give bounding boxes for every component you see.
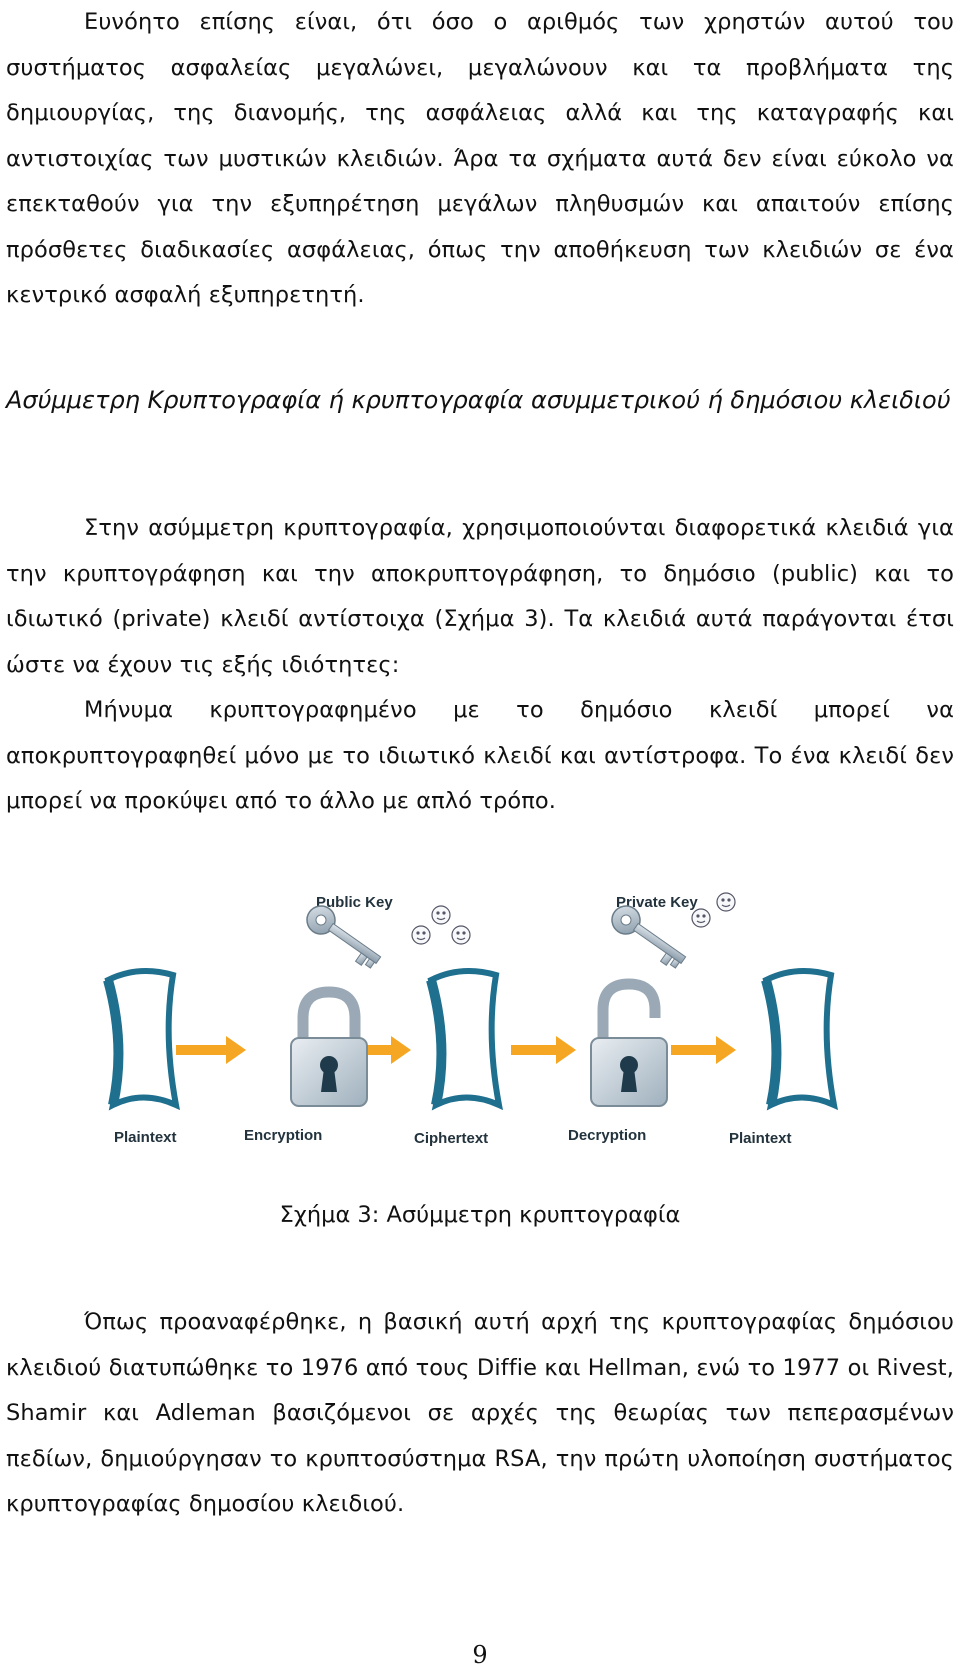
open-padlock-icon xyxy=(591,984,667,1106)
paragraph-asymmetric-intro: Στην ασύμμετρη κρυπτογραφία, χρησιμοποιούνται διαφορετικά κλειδιά για την κρυπτογράφηση και την αποκρυπτογράφηση, το δημόσιο (public) και το ιδιωτικό (private) κλειδί αντίστοιχα (Σχήμα 3). Τα κλειδιά αυτά παράγονται έτσι ώστε να έχουν τις εξής ιδιότητες: xyxy=(6,515,954,678)
paragraph-history-rsa: Όπως προαναφέρθηκε, η βασική αυτή αρχή της κρυπτογραφίας δημόσιου κλειδιού διατυπώθηκε το 1976 από τους Diffie και Hellman, ενώ το 1977 οι Rivest, Shamir και Adleman βασιζόμενοι σε αρχές της θεωρίας των πεπερασμένων πεδίων, δημιούργησαν το κρυπτοσύστημα RSA, την πρώτη υλοποίηση συστήματος κρυπτογραφίας δημοσίου κλειδιού. xyxy=(6,1309,954,1517)
figure-caption: Σχήμα 3: Ασύμμετρη κρυπτογραφία xyxy=(279,1202,681,1228)
plaintext-right-label: Plaintext xyxy=(729,1130,792,1147)
plaintext-document-left xyxy=(108,971,176,1105)
closed-padlock-icon xyxy=(291,992,367,1106)
section-heading-asymmetric: Ασύμμετρη Κρυπτογραφία ή κρυπτογραφία ασυμμετρικού ή δημόσιου κλειδιού xyxy=(6,386,951,414)
public-key-label: Public Key xyxy=(316,894,393,911)
plaintext-document-right xyxy=(766,971,834,1105)
asymmetric-crypto-figure xyxy=(86,880,866,1190)
ciphertext-label: Ciphertext xyxy=(414,1130,489,1147)
private-key-icon xyxy=(607,901,692,972)
paragraph-key-management: Ευνόητο επίσης είναι, ότι όσο ο αριθμός των χρηστών αυτού του συστήματος ασφαλείας μεγαλώνει, μεγαλώνουν και τα προβλήματα της δημιουργίας, της διανομής, της ασφάλειας αλλά και της καταγραφής και αντιστοιχίας των μυστικών κλειδιών. Άρα τα σχήματα αυτά δεν είναι εύκολο να επεκταθούν για την εξυπηρέτηση μεγάλων πληθυσμών και απαιτούν επίσης πρόσθετες διαδικασίες ασφάλειας, όπως την αποθήκευση των κλειδιών σε ένα κεντρικό ασφαλή εξυπηρετητή. xyxy=(6,9,954,308)
ciphertext-document xyxy=(431,971,499,1105)
plaintext-left-label: Plaintext xyxy=(114,1129,177,1146)
page-number: 9 xyxy=(472,1641,488,1669)
decryption-label: Decryption xyxy=(568,1127,647,1144)
paragraph-asymmetric-property: Μήνυμα κρυπτογραφημένο με το δημόσιο κλειδί μπορεί να αποκρυπτογραφηθεί μόνο με το ιδιωτικό κλειδί και αντίστροφα. Το ένα κλειδί δεν μπορεί να προκύψει από το άλλο με απλό τρόπο. xyxy=(6,697,954,814)
public-key-icon xyxy=(302,901,387,972)
encryption-label: Encryption xyxy=(244,1127,323,1144)
paragraph-asymmetric xyxy=(6,506,954,825)
private-key-label: Private Key xyxy=(616,894,698,911)
